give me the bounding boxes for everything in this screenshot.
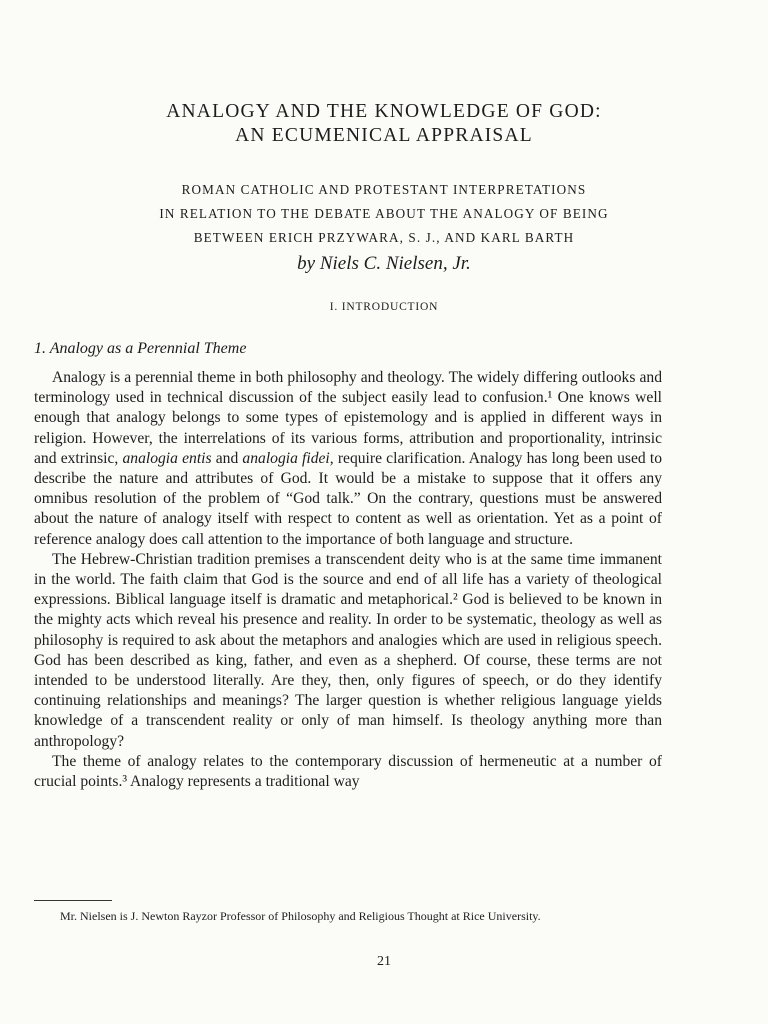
body-text: [34, 368, 662, 792]
footnote: Mr. Nielsen is J. Newton Rayzor Professor of Philosophy and Religious Thought at Rice University.: [60, 909, 541, 923]
title-line-1: ANALOGY AND THE KNOWLEDGE OF GOD:: [166, 101, 602, 122]
paragraph-1-part-a: Analogy is a perennial theme in both philosophy and theology. The widely differing outlooks and terminology used in technical discussion of the subject easily lead to confusion.¹ One knows well enough that analogy belongs to some types of epistemology and is applied in different ways in religion. However, the interrelations of its various forms, attribution and proportionality, intrinsic and extrinsic,: [34, 369, 662, 467]
paragraph-1-part-b: require clarification. Analogy has long been used to describe the nature and attributes of God. It would be a mistake to suppose that it offers any omnibus resolution of the problem of “God talk.” On the contrary, questions must be answered about the nature of analogy itself with respect to content as well as orientation. Yet as a point of reference analogy does call attention to the importance of both language and structure.: [34, 449, 662, 548]
title-line-2: AN ECUMENICAL APPRAISAL: [235, 125, 533, 146]
paragraph-3: The theme of analogy relates to the contemporary discussion of hermeneutic at a number of crucial points.³ Analogy represents a traditional way: [34, 752, 662, 791]
analogia-fidei-term: analogia fidei,: [242, 449, 334, 467]
paragraph-1-and: and: [211, 449, 243, 467]
subtitle-line-2: IN RELATION TO THE DEBATE ABOUT THE ANALOGY OF BEING: [159, 206, 609, 221]
paragraph-1: [34, 368, 662, 550]
section-heading: I. INTRODUCTION: [329, 301, 439, 313]
subsection-heading: 1. Analogy as a Perennial Theme: [34, 340, 247, 357]
paragraph-2: The Hebrew-Christian tradition premises a transcendent deity who is at the same time immanent in the world. The faith claim that God is the source and end of all life has a variety of theological expressions. Biblical language itself is dramatic and metaphorical.² God is believed to be known in the mighty acts which reveal his presence and reality. In order to be systematic, theology as well as philosophy is required to ask about the metaphors and analogies which are used in religious speech. God has been described as king, father, and even as a shepherd. Of course, these terms are not intended to be understood literally. Are they, then, only figures of speech, or do they identify continuing relationships and meanings? The larger question is whether religious language yields knowledge of a transcendent reality or only of man himself. Is theology anything more than anthropology?: [34, 550, 662, 750]
footnote-divider: [34, 900, 112, 901]
subtitle-line-3: BETWEEN ERICH PRZYWARA, S. J., AND KARL BARTH: [193, 230, 575, 245]
author-byline: by Niels C. Nielsen, Jr.: [297, 253, 471, 274]
page-number: 21: [377, 954, 391, 969]
article-subtitle: [0, 178, 768, 250]
subtitle-line-1: ROMAN CATHOLIC AND PROTESTANT INTERPRETATIONS: [181, 182, 587, 197]
article-title: [0, 100, 768, 148]
analogia-entis-term: analogia entis: [122, 449, 212, 467]
